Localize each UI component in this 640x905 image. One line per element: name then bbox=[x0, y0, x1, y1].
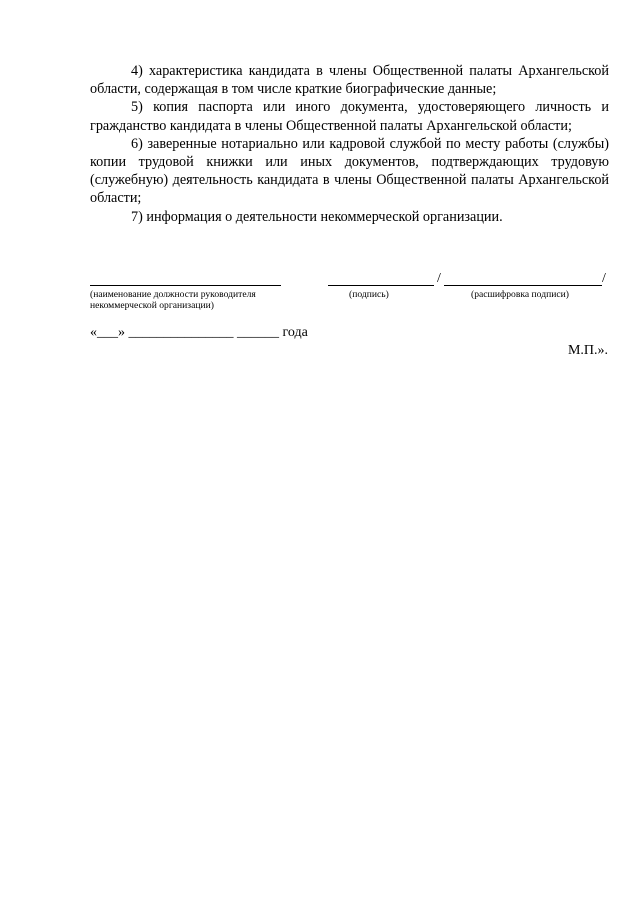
requirements-list bbox=[90, 62, 609, 226]
decoding-line bbox=[444, 285, 602, 286]
list-item-6: 6) заверенные нотариально или кадровой службой по месту работы (службы) копии трудовой книжки или иных документов, подтверждающих трудовую (служебную) деятельность кандидата в члены Общественной палаты Архангельской области; bbox=[90, 135, 609, 207]
slash-right: / bbox=[602, 271, 606, 286]
list-item-5: 5) копия паспорта или иного документа, удостоверяющего личность и гражданство кандидата в члены Общественной палаты Архангельской области; bbox=[90, 99, 609, 134]
position-caption: (наименование должности руководителя некоммерческой организации) bbox=[90, 289, 256, 311]
signature-caption: (подпись) bbox=[349, 289, 389, 300]
slash-left: / bbox=[437, 271, 441, 286]
year-suffix: года bbox=[282, 325, 308, 340]
year-blank: ______ bbox=[237, 325, 279, 340]
list-item-7: 7) информация о деятельности некоммерческой организации. bbox=[131, 208, 503, 225]
list-item-4: 4) характеристика кандидата в члены Общественной палаты Архангельской области, содержащая в том числе краткие биографические данные; bbox=[90, 63, 609, 98]
month-blank: _______________ bbox=[128, 325, 234, 340]
day-blank: ___ bbox=[97, 325, 118, 340]
signature-line bbox=[328, 285, 434, 286]
stamp-place: М.П.». bbox=[567, 343, 608, 358]
position-line bbox=[90, 285, 281, 286]
date-close-quote: » bbox=[118, 325, 125, 340]
decoding-caption: (расшифровка подписи) bbox=[471, 289, 569, 300]
date-line bbox=[90, 325, 308, 341]
date-open-quote: « bbox=[90, 325, 97, 340]
